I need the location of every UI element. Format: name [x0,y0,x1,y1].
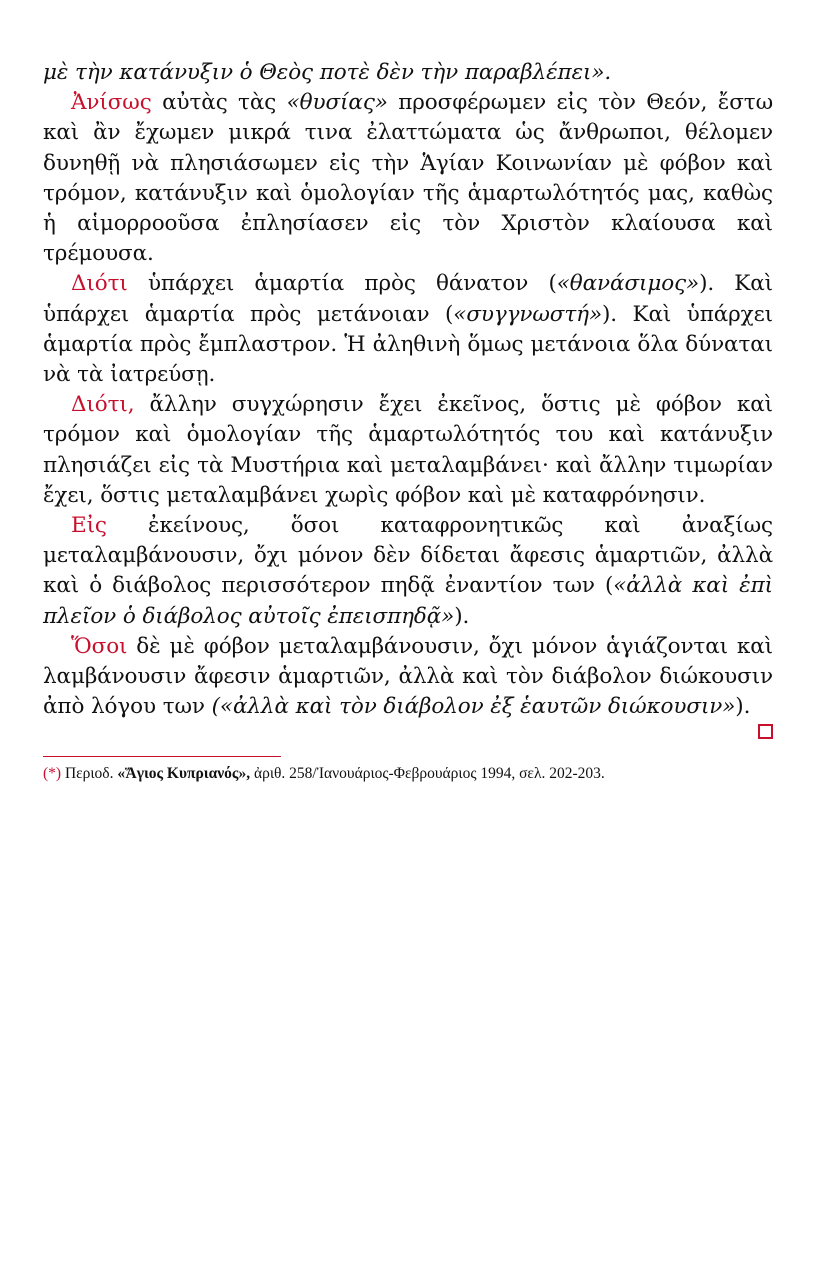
paragraph-2-lead: Ἀνίσως [71,90,152,116]
paragraph-3-lead: Διότι [71,271,128,297]
footnote [43,763,773,785]
paragraph-3 [43,269,773,390]
paragraph-5 [43,511,773,632]
paragraph-5-quote: «ἀλλὰ καὶ ἐπὶ πλεῖον ὁ διάβολος αὐτοῖς ἐπεισπηδᾷ» [43,573,773,629]
paragraph-2-text-2: προσφέρωμεν εἰς τὸν Θεόν, ἔστω καὶ ἂν ἔχωμεν μικρά τινα ἐλαττώματα ὡς ἄνθρωποι, θέλομεν δυνηθῇ νὰ πλησιάσωμεν εἰς τὴν Ἁγίαν Κοινωνίαν μὲ φόβον καὶ τρόμον, κατάνυξιν καὶ ὁμολογίαν τῆς ἁμαρτωλότητός μας, καθὼς ἡ αἱμορροοῦσα ἐπλησίασεν εἰς τὸν Χριστὸν κλαίουσα καὶ τρέμουσα. [43,90,773,267]
paragraph-4 [43,390,773,511]
paragraph-3-text-3: ). Καὶ ὑπάρχει ἁμαρτία πρὸς ἔμπλαστρον. Ἡ ἀληθινὴ ὅμως μετάνοια ὅλα δύναται νὰ τὰ ἰατρεύσῃ. [43,301,773,388]
paragraph-3-text: ὑπάρχει ἁμαρτία πρὸς θάνατον ( [127,271,557,297]
end-mark-row [43,722,773,748]
paragraph-5-lead: Εἰς [71,513,107,539]
footnote-prefix: Περιοδ. [61,765,118,783]
paragraph-6-text: δὲ μὲ φόβον μεταλαμβάνουσιν, ὄχι μόνον ἁγιάζονται καὶ λαμβάνουσιν ἄφεσιν ἁμαρτιῶν, ἀλλὰ καὶ τὸν διάβολον διώκουσιν ἀπὸ λόγου των [43,633,773,720]
paragraph-1 [43,58,773,88]
page-content [43,58,773,785]
paragraph-2-quote: «θυσίας» [286,90,388,116]
paragraph-3-quote-1: «θανάσιμος» [556,271,700,297]
paragraph-5-text: ἐκείνους, ὅσοι καταφρονητικῶς καὶ ἀναξίως μεταλαμβάνουσιν, ὄχι μόνον δὲν δίδεται ἄφεσις ἁμαρτιῶν, ἀλλὰ καὶ ὁ διάβολος περισσότερον πηδᾷ ἐναντίον των ( [43,513,773,599]
paragraph-6-text-2: ). [735,694,751,720]
paragraph-5-text-2: ). [454,603,470,629]
paragraph-4-lead: Διότι, [71,392,135,418]
footnote-title: «Ἅγιος Κυπριανός», [117,765,251,783]
paragraph-1-italic: μὲ τὴν κατάνυξιν ὁ Θεὸς ποτὲ δὲν τὴν παραβλέπει». [43,60,612,85]
paragraph-6-lead: Ὅσοι [71,633,128,659]
paragraph-6-quote: («ἀλλὰ καὶ τὸν διάβολον ἐξ ἑαυτῶν διώκουσιν» [211,694,736,720]
paragraph-6 [43,632,773,723]
footnote-divider [43,756,281,757]
paragraph-2-text: αὐτὰς τὰς [151,90,287,116]
footnote-rest: ἀριθ. 258/Ἰανουάριος-Φεβρουάριος 1994, σελ. 202-203. [250,765,605,783]
paragraph-3-text-2: ). Καὶ ὑπάρχει ἁμαρτία πρὸς μετάνοιαν ( [43,271,774,327]
hollow-square-icon [758,724,773,739]
footnote-marker: (*) [43,765,62,783]
body-text [43,58,773,722]
paragraph-2 [43,88,773,269]
paragraph-4-text: ἄλλην συγχώρησιν ἔχει ἐκεῖνος, ὅστις μὲ φόβον καὶ τρόμον καὶ ὁμολογίαν τῆς ἁμαρτωλότητός του καὶ κατάνυξιν πλησιάζει εἰς τὰ Μυστήρια καὶ μεταλαμβάνει· καὶ ἄλλην τιμωρίαν ἔχει, ὅστις μεταλαμβάνει χωρὶς φόβον καὶ μὲ καταφρόνησιν. [43,392,773,508]
paragraph-3-quote-2: «συγγνωστή» [453,301,603,327]
